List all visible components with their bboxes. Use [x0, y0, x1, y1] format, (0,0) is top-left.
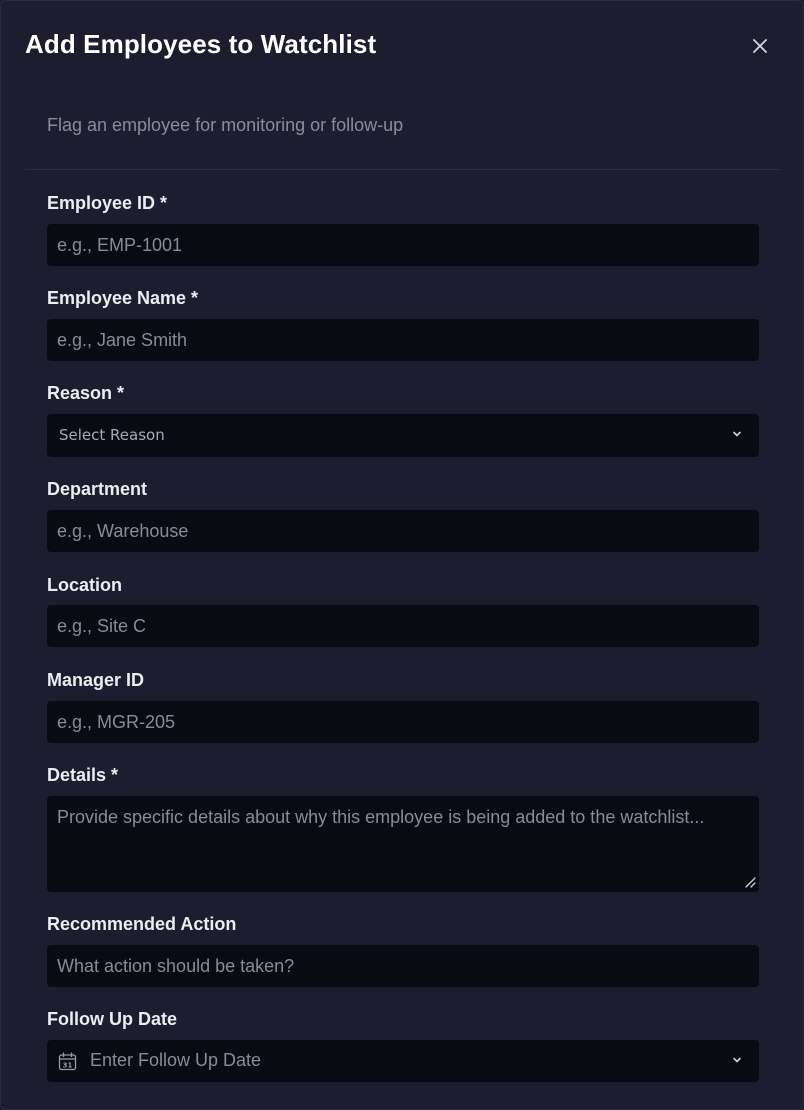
header-divider	[25, 169, 780, 170]
chevron-down-icon	[731, 428, 743, 440]
close-button[interactable]	[749, 35, 771, 57]
calendar-day-number: 31	[62, 1061, 73, 1070]
chevron-down-icon	[731, 1054, 743, 1066]
location-label: Location	[47, 575, 122, 595]
reason-label: Reason *	[47, 383, 125, 403]
department-label: Department	[47, 479, 148, 499]
reason-selected-value: Select Reason	[59, 426, 165, 444]
manager-id-input[interactable]	[47, 701, 759, 743]
employee-id-input[interactable]	[47, 224, 759, 266]
modal-title: Add Employees to Watchlist	[25, 29, 377, 59]
reason-select[interactable]	[47, 414, 759, 457]
employee-name-input[interactable]	[47, 319, 759, 361]
recommended-action-input[interactable]	[47, 945, 759, 987]
close-icon	[752, 38, 768, 54]
calendar-icon	[58, 1052, 77, 1071]
department-input[interactable]	[47, 510, 759, 552]
manager-id-label: Manager ID	[47, 670, 145, 690]
details-label: Details *	[47, 765, 119, 785]
details-textarea[interactable]	[47, 796, 759, 892]
resize-handle-icon[interactable]	[743, 875, 757, 889]
employee-id-label: Employee ID *	[47, 193, 168, 213]
follow-up-date-placeholder: Enter Follow Up Date	[90, 1050, 262, 1070]
follow-up-date-label: Follow Up Date	[47, 1009, 177, 1029]
follow-up-date-picker[interactable]	[47, 1040, 759, 1082]
recommended-action-label: Recommended Action	[47, 914, 237, 934]
location-input[interactable]	[47, 605, 759, 647]
modal-subtitle: Flag an employee for monitoring or follow-up	[47, 115, 404, 135]
employee-name-label: Employee Name *	[47, 288, 199, 308]
